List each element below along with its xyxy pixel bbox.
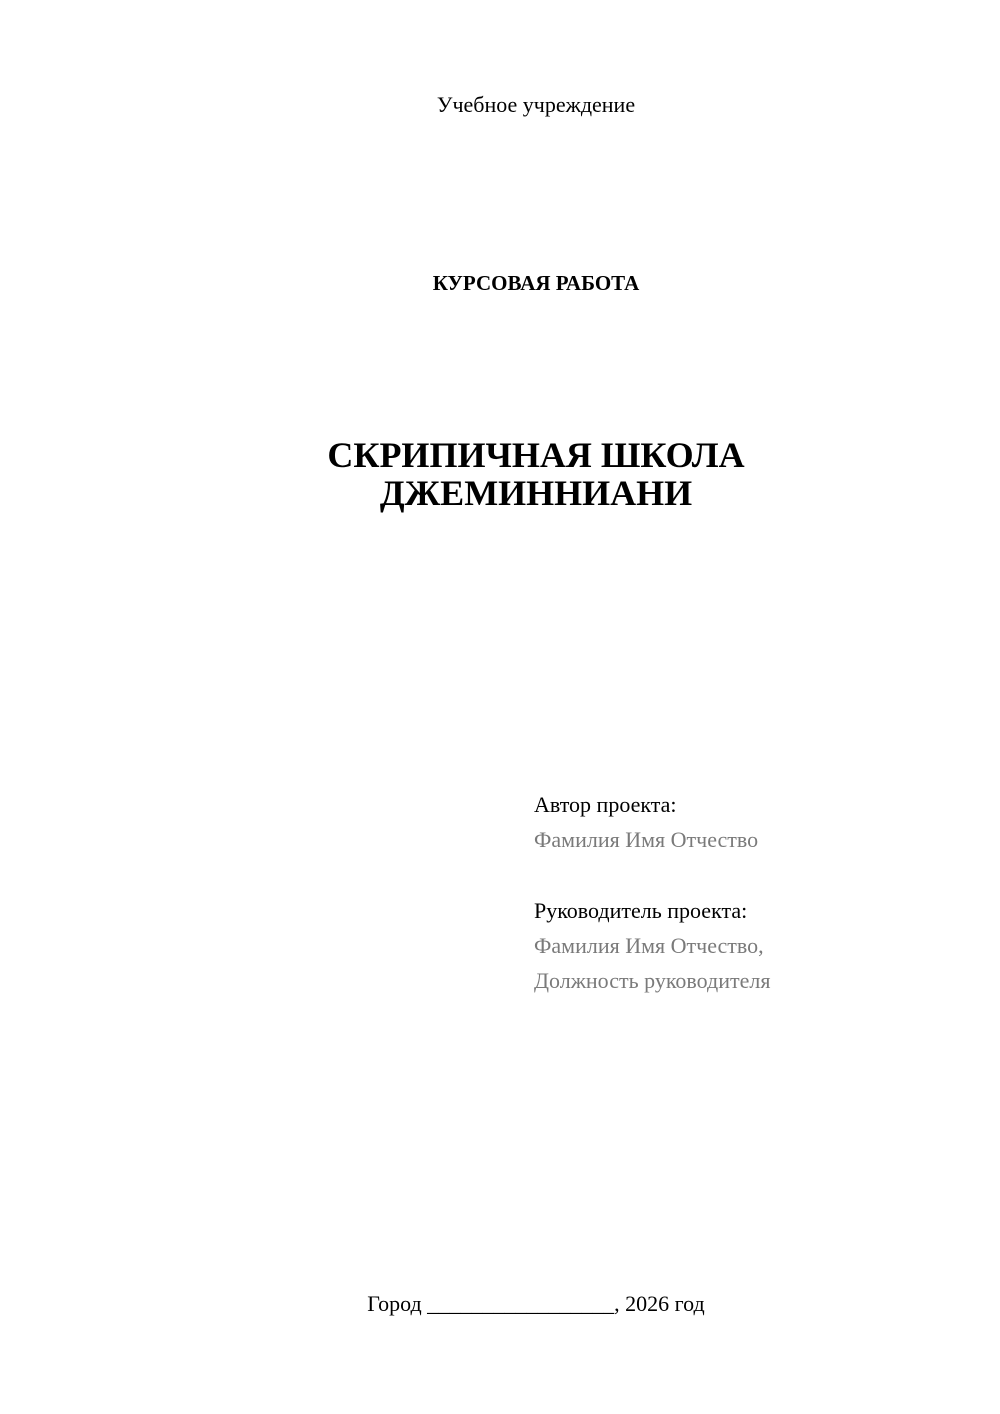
supervisor-label: Руководитель проекта: [534,898,748,923]
author-name: Фамилия Имя Отчество [534,827,759,852]
work-type-heading: КУРСОВАЯ РАБОТА [432,271,640,295]
supervisor-position: Должность руководителя [534,968,771,993]
author-label: Автор проекта: [534,792,677,817]
document-title-line: СКРИПИЧНАЯ ШКОЛА [327,435,745,475]
spacer [534,857,974,893]
document-title-line: ДЖЕМИННИАНИ [379,473,693,513]
signature-block [534,787,974,998]
document-title [0,436,1000,512]
city-year-line: Город _________________, 2026 год [367,1291,705,1316]
supervisor-name: Фамилия Имя Отчество, [534,933,764,958]
institution-name: Учебное учреждение [436,92,636,117]
